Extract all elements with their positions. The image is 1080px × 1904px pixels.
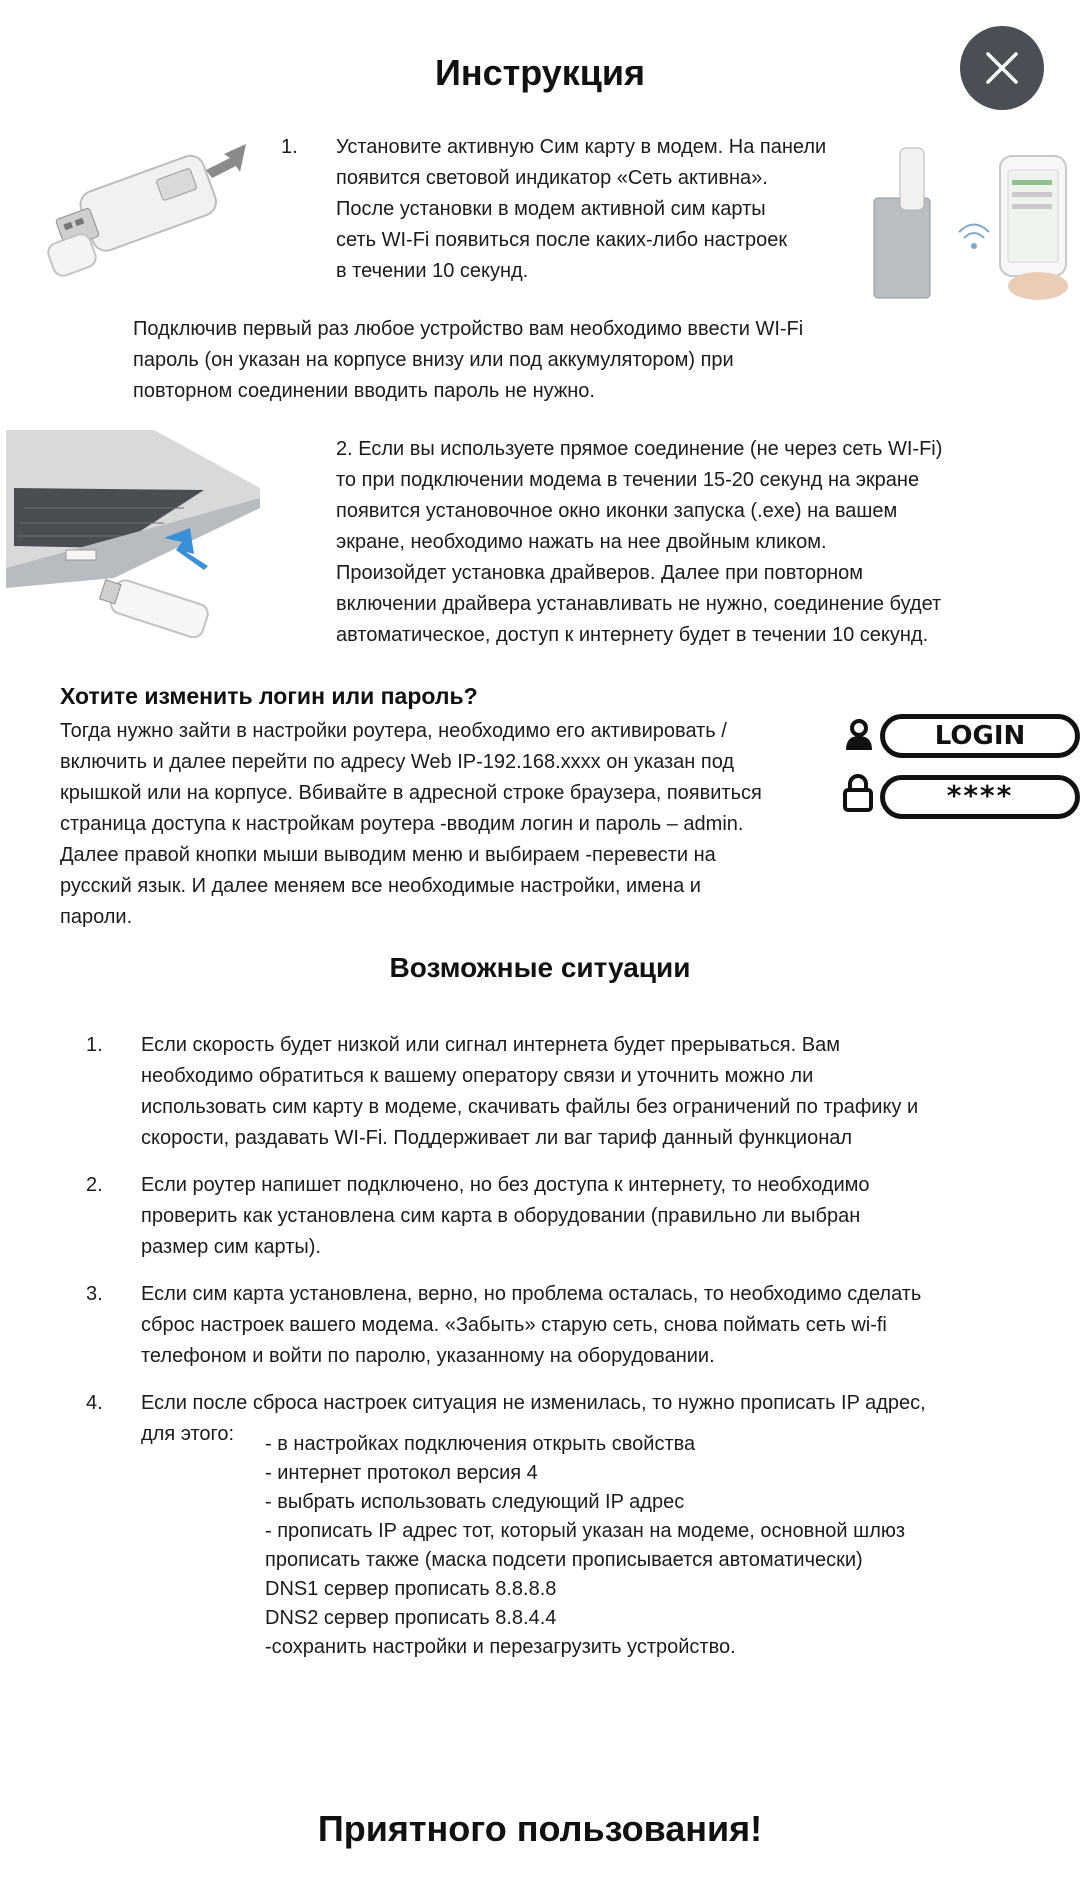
situation-4-number: 4. — [86, 1392, 103, 1414]
closing-message: Приятного пользования! — [317, 1808, 763, 1849]
login-section-text: Тогда нужно зайти в настройки роутера, необходимо его активировать / включить и далее перейти по адресу Web IP-192.168.xxxx он указан под крышкой или на корпусе. Вбивайте в адресной строке браузера, появиться страница доступа к настройкам роутера -вводим логин и пароль – admin. Далее правой кнопки мыши выводим меню и выбираем -перевести на русский язык. И далее меняем все необходимые настройки, имена и пароли. — [60, 720, 762, 928]
step-1-text: Установите активную Сим карту в модем. На панели появится световой индикатор «Сеть активна». После установки в модем активной сим карты сеть WI-Fi появиться после каких-либо настроек в течении 10 секунд. — [336, 136, 827, 282]
usb-modem-illustration — [46, 130, 266, 280]
situation-1-text: Если скорость будет низкой или сигнал интернета будет прерываться. Вам необходимо обратиться к вашему оператору связи и уточнить можно ли использовать сим карту в модеме, скачивать файлы без ограничений по трафику и скорости, раздавать WI-Fi. Поддерживает ли ваг тариф данный функционал — [141, 1034, 919, 1149]
situation-4-text: Если после сброса настроек ситуация не изменилась, то нужно прописать IP адрес, — [141, 1392, 926, 1414]
situation-4-continuation: для этого: — [141, 1423, 235, 1445]
close-button[interactable] — [960, 26, 1044, 110]
lock-icon — [842, 774, 874, 812]
laptop-modem-illustration — [4, 428, 264, 638]
situation-3-number: 3. — [86, 1283, 103, 1305]
situation-4-steps: - в настройках подключения открыть свойства - интернет протокол версия 4 - выбрать использовать следующий IP адрес - прописать IP адрес тот, который указан на модеме, основной шлюз прописать также (маска подсети прописывается автоматически) DNS1 сервер прописать 8.8.8.8 DNS2 сервер прописать 8.8.4.4 -сохранить настройки и перезагрузить устройство. — [265, 1433, 906, 1658]
router-phone-illustration — [872, 146, 1072, 304]
wifi-password-note: Подключив первый раз любое устройство вам необходимо ввести WI-Fi пароль (он указан на корпусе внизу или под аккумулятором) при повторном соединении вводить пароль не нужно. — [133, 318, 804, 402]
step-1-number: 1. — [281, 136, 298, 158]
situation-3-text: Если сим карта установлена, верно, но проблема осталась, то необходимо сделать сброс настроек вашего модема. «Забыть» старую сеть, снова поймать сеть wi-fi телефоном и войти по паролю, указанному на оборудовании. — [141, 1283, 922, 1367]
page-title: Инструкция — [434, 52, 646, 93]
step-2-text: 2. Если вы используете прямое соединение (не через сеть WI-Fi) то при подключении модема в течении 15-20 секунд на экране появится установочное окно иконки запуска (.exe) на вашем экране, необходимо нажать на нее двойным кликом. Произойдет установка драйверов. Далее при повторном включении драйвера устанавливать не нужно, соединение будет автоматическое, доступ к интернету будет в течении 10 секунд. — [336, 438, 943, 646]
situation-2-text: Если роутер напишет подключено, но без доступа к интернету, то необходимо проверить как установлена сим карта в оборудовании (правильно ли выбран размер сим карты). — [141, 1174, 870, 1258]
password-badge: **** — [880, 775, 1080, 819]
user-icon — [842, 718, 876, 752]
login-badge: LOGIN — [880, 714, 1080, 758]
login-section-heading: Хотите изменить логин или пароль? — [60, 683, 478, 709]
close-icon — [982, 48, 1022, 88]
situation-2-number: 2. — [86, 1174, 103, 1196]
situations-heading: Возможные ситуации — [389, 952, 691, 983]
situation-1-number: 1. — [86, 1034, 103, 1056]
